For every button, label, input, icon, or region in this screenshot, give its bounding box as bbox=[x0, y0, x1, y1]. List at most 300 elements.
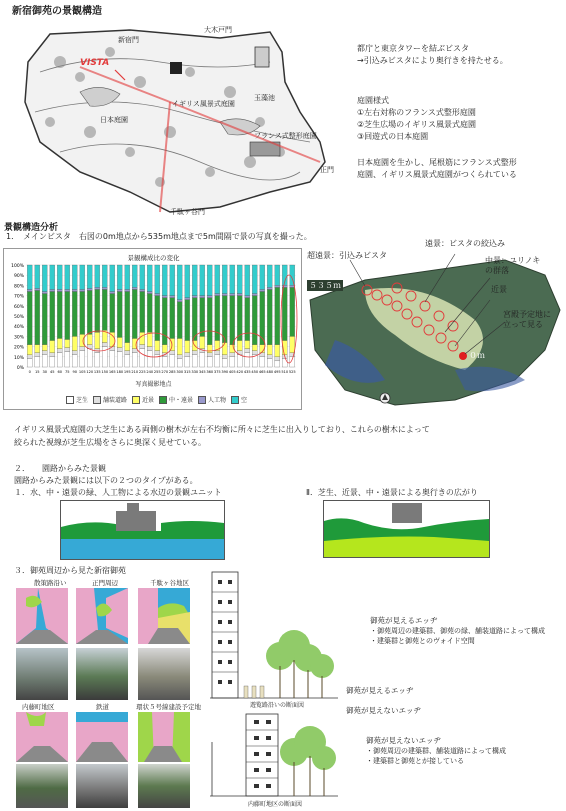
chart-bar-segment bbox=[72, 355, 77, 367]
edge-diagram-1 bbox=[16, 588, 68, 644]
chart-bar-segment bbox=[207, 357, 212, 367]
chart-bar-segment bbox=[170, 265, 175, 296]
chart-bar-segment bbox=[110, 347, 115, 351]
chart-legend-label: 中・遠景 bbox=[169, 397, 194, 404]
chart-bar-segment bbox=[260, 289, 265, 291]
chart-title: 景観構成比の変化 bbox=[127, 254, 180, 262]
chart-bar-segment bbox=[222, 355, 227, 359]
chart-bar-segment bbox=[42, 265, 47, 292]
chart-bar-segment bbox=[192, 296, 197, 298]
chart-bar-segment bbox=[125, 351, 130, 355]
analysis-item-1: 1． メインビスタ 右図の0m地点から535m地点まで5m間隔で景の写真を撮った。 bbox=[6, 232, 312, 241]
chart-bar-segment bbox=[185, 265, 190, 298]
chart-bar-segment bbox=[57, 338, 62, 348]
chart-bar-segment bbox=[155, 265, 160, 294]
chart-bar-segment bbox=[87, 288, 92, 290]
chart-bar-segment bbox=[147, 292, 152, 294]
chart-xtick-label: 180 bbox=[116, 370, 124, 374]
chart-bar-segment bbox=[87, 349, 92, 367]
chart-bar-segment bbox=[192, 351, 197, 355]
chart-bar-segment bbox=[275, 357, 280, 361]
chart-bar-segment bbox=[185, 300, 190, 341]
chart-bar-segment bbox=[215, 265, 220, 294]
item2-subtitle: 園路からみた景観には以下の２つのタイプがある。 bbox=[14, 476, 198, 485]
chart-bar-segment bbox=[95, 289, 100, 332]
analysis-paragraph-1: イギリス風景式庭園の大芝生にある両側の樹木が左右不均衡に所々に芝生に出入りしており、これらの樹木によって bbox=[14, 425, 430, 434]
street-photo-2 bbox=[76, 648, 128, 700]
chart-bar-segment bbox=[177, 300, 182, 302]
chart-ytick-label: 0% bbox=[16, 366, 24, 371]
vista-map bbox=[305, 240, 565, 412]
chart-bar-segment bbox=[95, 287, 100, 289]
chart-legend-swatch bbox=[66, 396, 74, 404]
chart-bar-segment bbox=[192, 298, 197, 341]
section-invisible-edge bbox=[210, 712, 338, 798]
section-caption-1: 遊覧路沿いの断面図 bbox=[250, 702, 305, 709]
chart-ytick-label: 100% bbox=[11, 264, 24, 269]
edge-invisible-title: 御苑が見えないエッヂ bbox=[366, 736, 441, 745]
composition-chart bbox=[3, 248, 302, 410]
okido-gate-label: 大木戸門 bbox=[204, 26, 232, 34]
chart-legend-label: 舗装道路 bbox=[102, 397, 127, 404]
style-2: ②芝生広場のイギリス風景式庭園 bbox=[357, 120, 477, 129]
chart-ytick-label: 20% bbox=[13, 345, 24, 351]
chart-bar-segment bbox=[237, 340, 242, 350]
chart-bar-segment bbox=[27, 265, 32, 289]
chart-xtick-label: 135 bbox=[93, 370, 101, 374]
chart-xtick-label: 75 bbox=[64, 370, 70, 374]
chart-legend-swatch bbox=[93, 396, 101, 404]
chart-bar-segment bbox=[200, 353, 205, 367]
chart-bar-segment bbox=[230, 353, 235, 357]
chart-bar-segment bbox=[275, 361, 280, 367]
chart-xtick-label: 270 bbox=[161, 370, 169, 374]
chart-bar-segment bbox=[200, 336, 205, 348]
chart-bar-segment bbox=[185, 298, 190, 300]
english-garden-label: イギリス風景式庭園 bbox=[172, 100, 235, 108]
section-caption-2: 内藤町地区の断面図 bbox=[248, 801, 303, 808]
chart-bar-segment bbox=[207, 265, 212, 296]
chart-bar-segment bbox=[207, 345, 212, 353]
chart-bar-segment bbox=[162, 357, 167, 367]
chart-xtick-label: 495 bbox=[273, 370, 281, 374]
chart-xtick-label: 465 bbox=[258, 370, 266, 374]
edge-diagram-5 bbox=[76, 712, 128, 762]
caption-top-2: 正門周辺 bbox=[92, 579, 118, 587]
chart-bar-segment bbox=[117, 265, 122, 289]
chart-bar-segment bbox=[147, 347, 152, 351]
type1-diagram bbox=[60, 500, 225, 560]
chart-bar-segment bbox=[140, 265, 145, 289]
chart-bar-segment bbox=[110, 265, 115, 292]
chart-bar-segment bbox=[207, 296, 212, 298]
edge-visible-label: 御苑が見えるエッヂ bbox=[346, 686, 414, 695]
garden-map bbox=[20, 22, 334, 217]
chart-bar-segment bbox=[177, 359, 182, 367]
chart-bar-segment bbox=[230, 357, 235, 367]
chart-bar-segment bbox=[237, 294, 242, 296]
chart-bar-segment bbox=[230, 294, 235, 296]
chart-legend-label: 芝生 bbox=[75, 397, 88, 404]
chart-xtick-label: 345 bbox=[198, 370, 206, 374]
chart-xtick-label: 60 bbox=[57, 370, 63, 374]
distance-0m: ０ｍ bbox=[469, 351, 485, 360]
edge-visible-item-2: ・建築群と御苑とのヴォイド空間 bbox=[370, 637, 475, 645]
caption-top-3: 千駄ヶ谷地区 bbox=[150, 579, 189, 587]
chart-legend-item bbox=[132, 395, 154, 404]
summary-1: 日本庭園を生かし、尾根筋にフランス式整形 bbox=[357, 158, 517, 167]
street-photo-6 bbox=[138, 764, 190, 808]
chart-bar-segment bbox=[102, 343, 107, 347]
item2-title: ２． 園路からみた景観 bbox=[14, 464, 106, 473]
chart-bar-segment bbox=[125, 292, 130, 343]
chart-bar-segment bbox=[252, 265, 257, 294]
chart-bar-segment bbox=[177, 338, 182, 354]
chart-xtick-label: 360 bbox=[206, 370, 214, 374]
chart-bar-segment bbox=[35, 345, 40, 353]
chart-legend bbox=[24, 395, 294, 406]
chart-bar-segment bbox=[57, 349, 62, 353]
caption-mid-2: 鉄道 bbox=[96, 703, 109, 711]
chart-bar-segment bbox=[222, 265, 227, 294]
chart-bar-segment bbox=[35, 265, 40, 288]
edge-diagram-3 bbox=[138, 588, 190, 644]
analysis-heading: 景観構造分析 bbox=[4, 223, 59, 233]
chart-bar-segment bbox=[110, 292, 115, 294]
chart-xtick-label: 165 bbox=[108, 370, 116, 374]
street-photo-5 bbox=[76, 764, 128, 808]
chart-bar-segment bbox=[290, 265, 295, 285]
type2-diagram bbox=[323, 500, 490, 558]
chart-xtick-label: 480 bbox=[266, 370, 274, 374]
edge-visible-title: 御苑が見えるエッヂ bbox=[370, 616, 438, 625]
chart-bar-segment bbox=[177, 355, 182, 359]
chart-bar-segment bbox=[162, 298, 167, 345]
chart-ytick-label: 30% bbox=[13, 335, 24, 341]
chart-bar-segment bbox=[282, 287, 287, 340]
chart-xtick-label: 210 bbox=[131, 370, 139, 374]
chart-bar-segment bbox=[260, 357, 265, 367]
chart-bar-segment bbox=[222, 343, 227, 355]
chart-bar-segment bbox=[50, 292, 55, 341]
chart-bar-segment bbox=[80, 289, 85, 291]
chart-bar-segment bbox=[222, 296, 227, 343]
chart-bar-segment bbox=[245, 353, 250, 367]
chart-xtick-label: 240 bbox=[146, 370, 154, 374]
chart-bar-segment bbox=[185, 340, 190, 352]
chart-bar-segment bbox=[65, 339, 70, 347]
chart-bar-segment bbox=[140, 349, 145, 367]
chart-xtick-label: 45 bbox=[49, 370, 55, 374]
chart-xtick-label: 15 bbox=[34, 370, 40, 374]
summary-2: 庭園、イギリス風景式庭園がつくられている bbox=[357, 170, 517, 179]
chart-bar-segment bbox=[200, 296, 205, 298]
chart-bar-segment bbox=[245, 340, 250, 348]
chart-bar-segment bbox=[87, 291, 92, 335]
chart-xtick-label: 405 bbox=[228, 370, 236, 374]
chart-bar-segment bbox=[80, 292, 85, 335]
chart-bar-segment bbox=[102, 265, 107, 287]
chart-bar-segment bbox=[215, 296, 220, 341]
chart-bar-segment bbox=[162, 265, 167, 296]
chart-xtick-label: 300 bbox=[176, 370, 184, 374]
chart-bar-segment bbox=[132, 287, 137, 289]
chart-bar-segment bbox=[245, 265, 250, 296]
item3-title: ３．御苑周辺から見た新宿御苑 bbox=[14, 566, 126, 575]
chart-legend-swatch bbox=[132, 396, 140, 404]
edge-invisible-item-1: ・御苑周辺の建築群、舗装道路によって構成 bbox=[366, 747, 506, 755]
chart-bar-segment bbox=[42, 351, 47, 355]
chart-bar-segment bbox=[57, 289, 62, 291]
chart-bar-segment bbox=[125, 265, 130, 289]
section-visible-edge bbox=[210, 570, 338, 700]
chart-legend-item bbox=[159, 395, 193, 404]
chart-ytick-label: 70% bbox=[13, 294, 24, 300]
chart-bar-segment bbox=[72, 351, 77, 355]
chart-bar-segment bbox=[102, 289, 107, 330]
edge-invisible-item-2: ・建築群と御苑とが接している bbox=[366, 757, 464, 765]
chart-xtick-label: 285 bbox=[168, 370, 176, 374]
chart-bar-segment bbox=[140, 292, 145, 333]
chart-bar-segment bbox=[267, 355, 272, 359]
chart-bar-segment bbox=[260, 265, 265, 289]
palace-site-label: 宮殿予定地に 立って見る bbox=[503, 310, 551, 329]
type1-label: １．水、中・遠景の緑、人工物による水辺の景観ユニット bbox=[14, 488, 222, 497]
analysis-paragraph-2: 絞られた視線が芝生広場をさらに奥深く見せている。 bbox=[14, 438, 206, 447]
chart-bar-segment bbox=[27, 292, 32, 345]
chart-bar-segment bbox=[140, 289, 145, 291]
edge-visible-item-1: ・御苑周辺の建築群、御苑の緑、舗装道路によって構成 bbox=[370, 627, 545, 635]
chart-xtick-label: 390 bbox=[221, 370, 229, 374]
chart-bar-segment bbox=[170, 296, 175, 298]
chart-bar-segment bbox=[110, 294, 115, 333]
street-photo-1 bbox=[16, 648, 68, 700]
chart-bar-segment bbox=[215, 355, 220, 367]
chart-bar-segment bbox=[72, 265, 77, 289]
chart-legend-item bbox=[231, 395, 247, 404]
chart-legend-swatch bbox=[159, 396, 167, 404]
chart-bar-segment bbox=[170, 355, 175, 367]
chart-bar-segment bbox=[57, 265, 62, 289]
chart-bar-segment bbox=[252, 294, 257, 296]
chart-xtick-label: 420 bbox=[236, 370, 244, 374]
chart-bar-segment bbox=[245, 296, 250, 298]
chart-bar-segment bbox=[200, 298, 205, 337]
chart-bar-segment bbox=[275, 265, 280, 285]
chart-bar-segment bbox=[222, 294, 227, 296]
chart-bar-segment bbox=[177, 265, 182, 300]
chart-bar-segment bbox=[275, 287, 280, 344]
chart-bar-segment bbox=[117, 292, 122, 338]
chart-bar-segment bbox=[50, 340, 55, 352]
chart-bar-segment bbox=[35, 288, 40, 290]
chart-bar-segment bbox=[147, 332, 152, 346]
vista-desc-2: →引込みビスタにより奥行きを持たせる。 bbox=[357, 56, 508, 65]
chart-xtick-label: 450 bbox=[251, 370, 259, 374]
distance-535m: ５３５ｍ bbox=[309, 281, 341, 290]
chart-bar-segment bbox=[27, 289, 32, 291]
chart-bar-segment bbox=[162, 296, 167, 298]
near-view-label: 近景 bbox=[491, 285, 507, 294]
chart-bar-segment bbox=[50, 357, 55, 367]
chart-bar-segment bbox=[267, 265, 272, 287]
chart-ytick-label: 50% bbox=[13, 315, 24, 320]
sendagaya-gate-label: 千駄ヶ谷門 bbox=[170, 208, 205, 216]
styles-title: 庭園様式 bbox=[357, 96, 389, 105]
chart-bar-segment bbox=[65, 292, 70, 340]
chart-bar-segment bbox=[207, 353, 212, 357]
chart-bar-segment bbox=[27, 345, 32, 355]
chart-bar-segment bbox=[35, 291, 40, 345]
chart-bar-segment bbox=[80, 351, 85, 367]
chart-ytick-label: 90% bbox=[13, 274, 24, 280]
chart-bar-segment bbox=[275, 345, 280, 357]
distant-view-label: 遠景：ビスタの絞込み bbox=[425, 239, 505, 248]
chart-xtick-label: 105 bbox=[78, 370, 86, 374]
chart-bar-segment bbox=[72, 292, 77, 337]
chart-bar-segment bbox=[87, 334, 92, 344]
chart-xtick-label: 225 bbox=[138, 370, 146, 374]
chart-xlabel: 写真撮影地点 bbox=[135, 381, 172, 388]
far-vista-label: 超遠景：引込みビスタ bbox=[307, 251, 387, 260]
chart-bar-segment bbox=[117, 348, 122, 352]
chart-legend-label: 空 bbox=[241, 397, 248, 404]
chart-bar-segment bbox=[140, 345, 145, 349]
chart-bar-segment bbox=[192, 355, 197, 367]
chart-bar-segment bbox=[95, 265, 100, 287]
chart-xtick-label: 435 bbox=[243, 370, 251, 374]
chart-bar-segment bbox=[27, 359, 32, 367]
chart-ytick-label: 60% bbox=[13, 304, 24, 310]
mid-view-label: 中景：ユリノキ の群落 bbox=[485, 256, 541, 275]
chart-bar-segment bbox=[147, 351, 152, 367]
chart-legend-swatch bbox=[198, 396, 206, 404]
chart-bar-segment bbox=[65, 352, 70, 367]
chart-xtick-label: 525 bbox=[288, 370, 296, 374]
chart-bar-segment bbox=[267, 289, 272, 344]
chart-bar-segment bbox=[35, 353, 40, 357]
chart-legend-item bbox=[66, 395, 88, 404]
chart-xtick-label: 330 bbox=[191, 370, 199, 374]
edge-diagram-2 bbox=[76, 588, 128, 644]
page-title: 新宿御苑の景観構造 bbox=[12, 6, 102, 17]
chart-bar-segment bbox=[57, 353, 62, 367]
chart-legend-item bbox=[198, 395, 226, 404]
chart-legend-label: 近景 bbox=[141, 397, 154, 404]
caption-top-1: 散策路沿い bbox=[34, 579, 67, 587]
chart-ytick-label: 80% bbox=[13, 284, 24, 290]
caption-mid-3: 環状５号線建設予定地 bbox=[136, 703, 201, 711]
chart-bar-segment bbox=[110, 351, 115, 367]
chart-bar-segment bbox=[95, 332, 100, 348]
chart-xtick-label: 255 bbox=[153, 370, 161, 374]
chart-bar-segment bbox=[267, 359, 272, 367]
chart-bar-segment bbox=[267, 345, 272, 355]
chart-bar-segment bbox=[50, 289, 55, 291]
street-photo-3 bbox=[138, 648, 190, 700]
seimon-label: 正門 bbox=[320, 166, 334, 174]
chart-xtick-label: 510 bbox=[281, 370, 289, 374]
chart-legend-swatch bbox=[231, 396, 239, 404]
chart-bar-segment bbox=[155, 294, 160, 296]
chart-legend-label: 人工物 bbox=[208, 397, 227, 404]
chart-xtick-label: 0 bbox=[28, 370, 31, 374]
chart-bar-segment bbox=[245, 349, 250, 353]
chart-bar-segment bbox=[42, 292, 47, 294]
chart-bar-segment bbox=[42, 294, 47, 345]
chart-legend-item bbox=[93, 395, 127, 404]
french-garden-label: フランス式整形庭園 bbox=[254, 132, 317, 140]
style-1: ①左右対称のフランス式整形庭園 bbox=[357, 108, 476, 117]
chart-bar-segment bbox=[42, 355, 47, 367]
chart-bar-segment bbox=[65, 289, 70, 291]
vista-label: VISTA bbox=[80, 58, 110, 68]
chart-bar-segment bbox=[230, 265, 235, 294]
chart-xtick-label: 90 bbox=[72, 370, 78, 374]
chart-bar-segment bbox=[132, 353, 137, 367]
chart-bar-segment bbox=[65, 348, 70, 352]
chart-bar-segment bbox=[155, 351, 160, 355]
chart-bar-segment bbox=[117, 289, 122, 291]
edge-invisible-label: 御苑が見えないエッヂ bbox=[346, 706, 421, 715]
chart-bar-segment bbox=[125, 343, 130, 351]
chart-bar-segment bbox=[207, 298, 212, 345]
chart-bar-segment bbox=[125, 289, 130, 291]
chart-bar-segment bbox=[132, 265, 137, 287]
chart-bar-segment bbox=[95, 353, 100, 367]
chart-bar-segment bbox=[50, 353, 55, 357]
chart-bar-segment bbox=[140, 332, 145, 344]
chart-bar-segment bbox=[155, 340, 160, 350]
vista-desc-1: 都庁と東京タワーを結ぶビスタ bbox=[357, 44, 469, 53]
chart-bar-segment bbox=[42, 345, 47, 351]
chart-bar-segment bbox=[237, 296, 242, 341]
chart-bar-segment bbox=[200, 265, 205, 296]
edge-diagram-6 bbox=[138, 712, 190, 762]
chart-bar-segment bbox=[282, 285, 287, 287]
chart-ytick-label: 10% bbox=[13, 355, 24, 361]
chart-bar-segment bbox=[65, 265, 70, 289]
tamamo-pond-label: 玉藻池 bbox=[254, 94, 275, 102]
chart-xtick-label: 30 bbox=[42, 370, 48, 374]
chart-bar-segment bbox=[237, 355, 242, 367]
chart-bar-segment bbox=[215, 294, 220, 296]
chart-bar-segment bbox=[192, 265, 197, 296]
chart-bar-segment bbox=[147, 294, 152, 333]
chart-bar-segment bbox=[177, 302, 182, 339]
chart-xtick-label: 195 bbox=[123, 370, 131, 374]
street-photo-4 bbox=[16, 764, 68, 808]
chart-bar-segment bbox=[290, 336, 295, 352]
chart-bar-segment bbox=[267, 287, 272, 289]
chart-bar-segment bbox=[230, 296, 235, 345]
chart-bar-segment bbox=[252, 351, 257, 355]
chart-bar-segment bbox=[87, 265, 92, 288]
type2-label: Ⅱ．芝生、近景、中・遠景による奥行きの広がり bbox=[306, 488, 478, 497]
chart-bar-segment bbox=[290, 287, 295, 336]
chart-bar-segment bbox=[245, 298, 250, 341]
shinjuku-gate-label: 新宿門 bbox=[118, 36, 139, 44]
chart-bar-segment bbox=[80, 347, 85, 351]
chart-bar-segment bbox=[237, 265, 242, 294]
japanese-garden-label: 日本庭園 bbox=[100, 116, 128, 124]
chart-bar-segment bbox=[162, 345, 167, 353]
style-3: ③回遊式の日本庭園 bbox=[357, 132, 429, 141]
edge-diagram-4 bbox=[16, 712, 68, 762]
chart-bar-segment bbox=[170, 351, 175, 355]
chart-bar-segment bbox=[27, 355, 32, 359]
chart-bar-segment bbox=[35, 357, 40, 367]
